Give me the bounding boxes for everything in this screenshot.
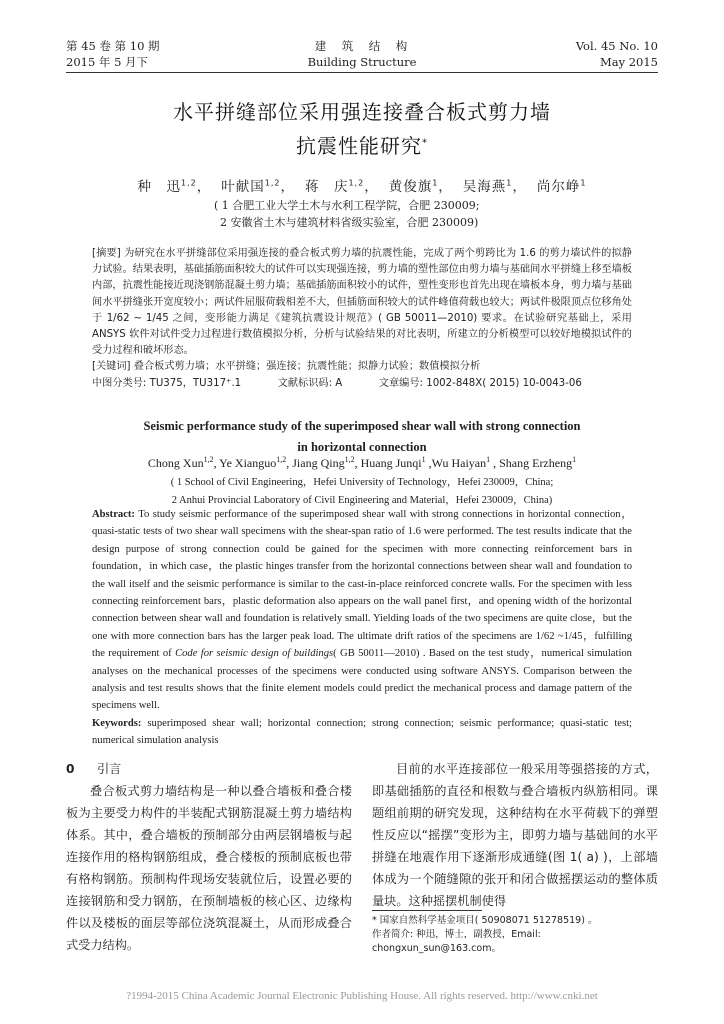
header-right-line2: May 2015 — [599, 55, 658, 69]
cn-author-name: 吴海燕 — [462, 179, 507, 195]
abstract-en-text-2: ( GB 50011—2010) . Based on the test study，numerical simulation analyses on the mechanical processes of the specimens were conducted using software ANSYS. Comparison between the analysis and test results shows that the finite element models could predict the mechanical process and damage pattern of the specimens well. — [92, 648, 632, 712]
section-title: 引言 — [96, 762, 122, 776]
doc-code-value: A — [335, 377, 343, 389]
cn-author-separator: ， — [364, 179, 379, 195]
authors-en — [0, 456, 724, 471]
affiliation-en-2: 2 Anhui Provincial Laboratory of Civil Engineering and Material，Hefei 230009，China) — [171, 494, 553, 506]
article-number-value: 1002-848X( 2015) 10-0043-06 — [426, 377, 582, 389]
en-author-affiliation-marker: 1,2 — [276, 455, 287, 464]
title-en-line2: in horizontal connection — [297, 440, 427, 454]
section-number: 0 — [66, 762, 75, 776]
keywords-cn-text: 叠合板式剪力墙；水平拼缝；强连接；抗震性能；拟静力试验；数值模拟分析 — [133, 361, 481, 373]
en-author-name: Huang Junqi — [360, 456, 422, 470]
classification-line — [92, 376, 632, 392]
cn-author-affiliation-marker: 1,2 — [348, 178, 365, 188]
title-cn-line2-text: 抗震性能研究 — [296, 134, 422, 158]
footnote-rule — [372, 910, 482, 911]
cn-author-separator: ， — [512, 179, 527, 195]
en-author — [499, 456, 576, 470]
cn-author — [221, 179, 295, 195]
en-author — [432, 456, 500, 470]
clc-label: 中图分类号: — [92, 377, 147, 389]
footnote-author: 作者简介: 种迅，博士，副教授，Email: chongxun_sun@163.com。 — [372, 929, 541, 954]
keywords-en — [92, 715, 632, 750]
en-author-affiliation-marker: 1,2 — [203, 455, 214, 464]
header-left-line2: 2015 年 5 月下 — [66, 55, 149, 69]
en-author-separator: , — [490, 456, 500, 470]
en-author — [148, 456, 219, 470]
en-author-affiliation-marker: 1 — [421, 455, 426, 464]
affiliation-en-1: ( 1 School of Civil Engineering，Hefei University of Technology，Hefei 230009，China; — [170, 477, 554, 488]
cn-author-affiliation-marker: 1,2 — [181, 178, 197, 188]
affiliations-cn — [214, 197, 479, 231]
cn-author-affiliation-marker: 1 — [506, 178, 513, 188]
abstract-en-text-1: To study seismic performance of the superimposed shear wall with strong connections in horizontal connection，quasi-static tests of two shear wall specimens with the shear-span ratio of 1.6 were performed. The test results indicate that the design purpose of strong connection could be gained for the specimen with more connecting reinforcement bars in foundation，in which case，the plastic hinges transfer from the horizontal connections between shear wall and foundation to the wall itself and the seismic performance is similar to the cast-in-place reinforced concrete walls. For the specimen with less connecting reinforcement bars，plastic deformation also appears on the wall panel first，and opening width of the horizontal connection between shear wall and foundation is relatively small. Yielding loads of the two specimens are quite close，but the one with more connection bars has the larger peak load. The ultimate drift ratios of the specimens are 1/62 ~1/45，fulfilling the requirement of — [92, 509, 632, 660]
authors-cn — [0, 175, 724, 195]
abstract-cn — [92, 246, 632, 392]
cn-author-name: 尚尔峥 — [536, 179, 581, 195]
body-right-column: 目前的水平连接部位一般采用等强搭接的方式，即基础插筋的直径和根数与叠合墙板内纵筋相同。课题组前期的研究发现，这种结构在水平荷载下的弹塑性反应以“摇摆”变形为主，即剪力墙与基础间的水平拼缝在地震作用下逐渐形成通缝(图 1( a) )，上部墙体成为一个随缝隙的张开和闭合做摇摆运动的整体质量块。这种摇摆机制使得 — [372, 762, 658, 908]
title-en-line1: Seismic performance study of the superimposed shear wall with strong connection — [143, 419, 581, 433]
en-author-separator: , — [354, 456, 361, 470]
abstract-cn-text: 为研究在水平拼缝部位采用强连接的叠合板式剪力墙的抗震性能，完成了两个剪跨比为 1.6 的剪力墙试件的拟静力试验。结果表明，基础插筋面积较大的试件可以实现强连接，剪力墙的塑性部位由剪力墙与基础间水平拼缝上移至墙板内部，抗震性能接近现浇钢筋混凝土剪力墙；基础插筋面积较小的试件，塑性变形也首先出现在墙板本身，剪力墙与基础间水平拼缝张开宽度较小；两试件屈服荷载相差不大，但插筋面积较大的试件峰值荷载也较大；两试件极限顶点位移角处于 1/62 ~ 1/45 之间，变形能力满足《建筑抗震设计规范》( GB 50011—2010) 要求。在试验研究基础上，采用 ANSYS 软件对试件受力过程进行数值模拟分析，分析与试验结果的对比表明，所建立的分析模型可以较好地模拟试件的受力过程和破坏形态。 — [92, 248, 632, 357]
cn-author-separator: ， — [438, 179, 453, 195]
affiliation-cn-2: 2 安徽省土木与建筑材料省级实验室，合肥 230009) — [220, 216, 479, 229]
clc-value: TU375，TU317⁺.1 — [149, 377, 242, 389]
en-author — [219, 456, 292, 470]
cn-author-affiliation-marker: 1 — [580, 178, 587, 188]
section-heading — [66, 758, 121, 780]
en-author-separator: , — [213, 456, 220, 470]
affiliation-cn-1: ( 1 合肥工业大学土木与水利工程学院，合肥 230009; — [214, 199, 480, 212]
en-author-affiliation-marker: 1 — [572, 455, 577, 464]
header-right-line1: Vol. 45 No. 10 — [575, 39, 658, 53]
en-author-name: Ye Xianguo — [219, 456, 277, 470]
abstract-en-label: Abstract: — [92, 509, 135, 520]
header-center-line2: Building Structure — [307, 55, 417, 69]
journal-volume-en — [576, 38, 658, 70]
cn-author-affiliation-marker: 1,2 — [264, 178, 281, 188]
abstract-cn-body — [92, 246, 632, 359]
cn-author-name: 黄俊旗 — [388, 179, 433, 195]
cn-author-name: 种 迅 — [137, 179, 181, 195]
en-author-name: Jiang Qing — [292, 456, 345, 470]
cn-author — [537, 179, 587, 195]
en-author-affiliation-marker: 1 — [486, 455, 491, 464]
cn-author-separator: ， — [280, 179, 295, 195]
footnote-fund: * 国家自然科学基金项目( 50908071 51278519) 。 — [372, 915, 598, 926]
keywords-cn — [92, 359, 632, 375]
affiliations-en — [0, 474, 724, 509]
en-author-separator: , — [425, 456, 432, 470]
en-author — [361, 456, 432, 470]
abstract-en — [92, 506, 632, 750]
header-left-line1: 第 45 卷 第 10 期 — [66, 39, 160, 53]
cn-author-name: 叶献国 — [221, 179, 265, 195]
header-center-line1: 建 筑 结 构 — [314, 39, 410, 53]
cn-author-name: 蒋 庆 — [304, 179, 349, 195]
en-author — [292, 456, 360, 470]
keywords-en-text: superimposed shear wall; horizontal connection; strong connection; seismic performance; quasi-static test; numerical simulation analysis — [92, 717, 632, 747]
abstract-en-code-title: Code for seismic design of buildings — [175, 648, 334, 660]
cn-author-separator: ， — [196, 179, 212, 195]
keywords-cn-label: [关键词] — [92, 361, 131, 373]
en-author-name: Wu Haiyan — [431, 456, 487, 470]
en-author-name: Shang Erzheng — [499, 456, 573, 470]
title-fund-marker: * — [422, 137, 428, 149]
body-left-column: 叠合板式剪力墙结构是一种以叠合墙板和叠合楼板为主要受力构件的半装配式钢筋混凝土剪力墙结构体系。其中，叠合墙板的预制部分由两层钢墙板与起连接作用的格构钢筋组成，叠合楼板的预制底板也带有格构钢筋。预制构件现场安装就位后，设置必要的连接钢筋和受力钢筋，在预制墙板的核心区、边缘构件以及楼板的面层等部位浇筑混凝土，从而形成叠合式受力结构。 — [66, 784, 352, 952]
title-cn-line1: 水平拼缝部位采用强连接叠合板式剪力墙 — [173, 100, 551, 124]
header-rule — [66, 72, 658, 73]
abstract-cn-label: [摘要] — [92, 248, 121, 259]
title-en — [0, 416, 724, 458]
en-author-affiliation-marker: 1,2 — [344, 455, 355, 464]
doc-code-label: 文献标识码: — [277, 377, 333, 389]
footnote — [372, 914, 662, 956]
cn-author — [138, 179, 212, 195]
cn-author-affiliation-marker: 1 — [432, 178, 439, 188]
cn-author — [463, 179, 527, 195]
article-number-label: 文章编号: — [378, 377, 423, 389]
en-author-name: Chong Xun — [147, 456, 204, 470]
abstract-en-body — [92, 506, 632, 715]
cn-author — [389, 179, 453, 195]
cn-author — [305, 179, 379, 195]
title-cn-line2 — [0, 130, 724, 159]
en-author-separator: , — [286, 456, 293, 470]
copyright-footer: ?1994-2015 China Academic Journal Electronic Publishing House. All rights reserved. http://www.cnki.net — [126, 990, 598, 1002]
keywords-en-label: Keywords: — [92, 717, 142, 729]
